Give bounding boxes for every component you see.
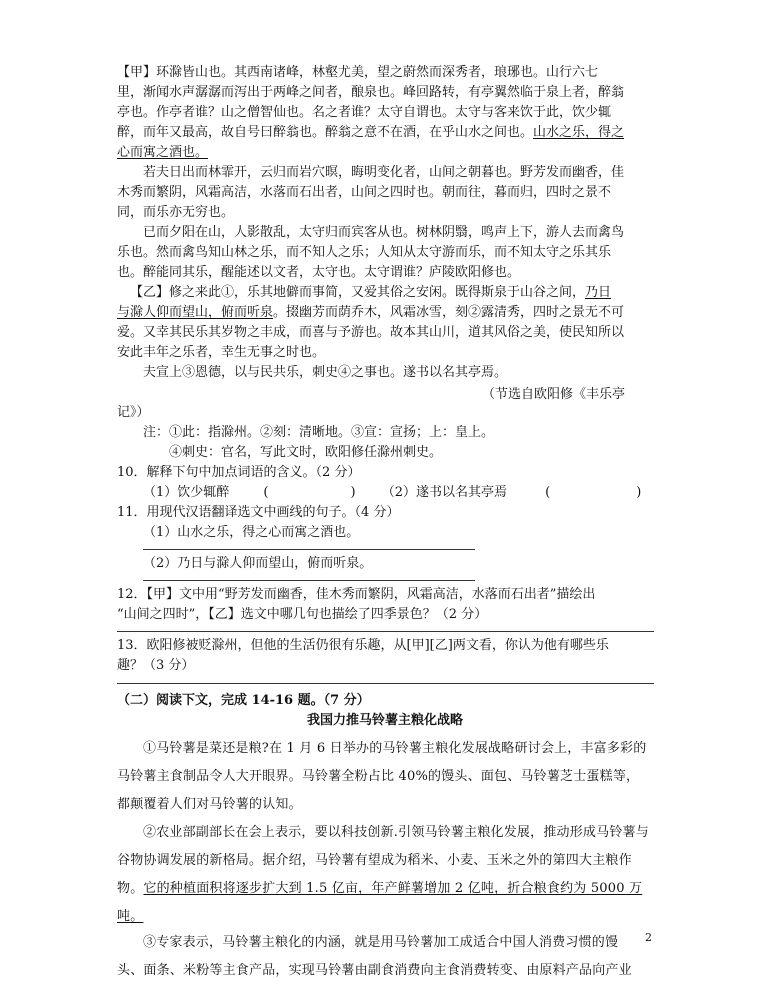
passage-a-line: 乐也。然而禽鸟知山林之乐，而不知人之乐；人知从太守游而乐，而不知太守之乐其乐: [117, 245, 612, 260]
q10-item-2: （2）遂书以名其亭焉: [381, 485, 507, 500]
passage-b-line: [117, 304, 657, 322]
page-number: 2: [645, 931, 652, 944]
text-span: 【乙】修之来此①，乐其地僻而事简，又爱其俗之安闲。既得斯泉于山谷之间，: [130, 285, 586, 300]
article-line: ③专家表示，马铃薯主粮化的内涵，就是用马铃薯加工成适合中国人消费习惯的馒: [143, 935, 619, 950]
passage-a-line: 已而夕阳在山，人影散乱，太守归而宾客从也。树林阴翳，鸣声上下，游人去而禽鸟: [143, 225, 625, 240]
answer-line[interactable]: [117, 631, 654, 632]
passage-a-line: 也。醉能同其乐，醒能述以文者，太守也。太守谓谁？庐陵欧阳修也。: [117, 265, 521, 280]
article-line: ①马铃薯是菜还是粮?在 1 月 6 日举办的马铃薯主粮化发展战略研讨会上，丰富多彩的: [143, 741, 647, 756]
text-span: 物。: [117, 881, 144, 896]
underlined-sentence: 与滁人仰而望山，俯而听泉: [117, 305, 274, 320]
underlined-sentence: 吨。: [117, 909, 144, 924]
question-10-items: [143, 484, 663, 502]
underlined-sentence: 心而寓之酒也。: [117, 145, 209, 160]
notes-line: 注：①此：指滁州。②刻：清晰地。③宣：宣扬；上：皇上。: [143, 425, 495, 440]
question-11-item-1: （1）山水之乐，得之心而寓之酒也。: [143, 525, 360, 540]
open-paren: (: [545, 485, 551, 500]
question-13: 趣？（3 分）: [117, 658, 195, 673]
section-heading: （二）阅读下文，完成 14-16 题。（7 分）: [117, 693, 370, 708]
answer-line[interactable]: [117, 683, 654, 684]
question-11: 11．用现代汉语翻译选文中画线的句子。（4 分）: [117, 505, 400, 520]
passage-b-line: [130, 284, 670, 302]
article-title: 我国力推马铃薯主粮化战略: [306, 713, 463, 728]
open-paren: (: [263, 485, 269, 500]
close-paren: ): [350, 485, 356, 500]
passage-a-line: 木秀而繁阴，风霜高洁，水落而石出者，山间之四时也。朝而往，暮而归，四时之景不: [117, 185, 612, 200]
passage-a-line: 若夫日出而林霏开，云归而岩穴暝，晦明变化者，山间之朝暮也。野芳发而幽香，佳: [143, 165, 625, 180]
passage-b-line: 安此丰年之乐者，幸生无事之时也。: [117, 345, 326, 360]
passage-a-line: [117, 124, 657, 142]
answer-line[interactable]: [143, 549, 475, 550]
question-11-item-2: （2）乃日与滁人仰而望山，俯而听泉。: [143, 556, 373, 571]
passage-b-line: 夫宣上③恩德，以与民共乐，刺史④之事也。遂书以名其亭焉。: [143, 365, 508, 380]
source-citation: （节选自欧阳修《丰乐亭: [482, 387, 626, 402]
answer-line[interactable]: [143, 580, 475, 581]
passage-a-line: 【甲】环滁皆山也。其西南诸峰，林壑尤美，望之蔚然而深秀者，琅琊也。山行六七: [117, 65, 599, 80]
passage-a-line: 同，而乐亦无穷也。: [117, 205, 235, 220]
q10-item-1: （1）饮少辄醉: [143, 485, 230, 500]
article-line: 头、面条、米粉等主食产品，实现马铃薯由副食消费向主食消费转变、由原料产品向产业: [117, 963, 632, 978]
underlined-sentence: 它的种植面积将逐步扩大到 1.5 亿亩，年产鲜薯增加 2 亿吨，折合粮食约为 5000 万: [143, 881, 643, 896]
text-span: 醉，而年又最高，故自号曰醉翁也。醉翁之意不在酒，在乎山水之间也。: [117, 125, 534, 140]
question-12: 12．【甲】文中用“野芳发而幽香，佳木秀而繁阴，风霜高洁，水落而石出者”描绘出: [117, 587, 596, 602]
article-line: 马铃薯主食制品令人大开眼界。马铃薯全粉占比 40%的馒头、面包、马铃薯芝士蛋糕等，: [117, 769, 640, 784]
underlined-sentence: 山水之乐，得之: [533, 125, 625, 140]
article-line: ②农业部副部长在会上表示，要以科技创新.引领马铃薯主粮化发展，推动形成马铃薯与: [143, 825, 649, 840]
passage-a-line: [117, 144, 657, 162]
source-citation: 记》）: [117, 405, 150, 420]
passage-a-line: 里，渐闻水声潺潺而泻出于两峰之间者，酿泉也。峰回路转，有亭翼然临于泉上者，醉翁: [117, 85, 625, 100]
article-line: [117, 908, 667, 926]
passage-b-line: 爱。又幸其民乐其岁物之丰成，而喜与予游也。故本其山川，道其风俗之美，使民知所以: [117, 325, 625, 340]
text-span: 。掇幽芳而荫乔木，风霜冰雪，刻②露清秀，四时之景无不可: [273, 305, 625, 320]
question-12: “山间之四时”，【乙】选文中哪几句也描绘了四季景色？（2 分）: [117, 607, 488, 622]
article-line: 谷物协调发展的新格局。据介绍，马铃薯有望成为稻米、小麦、玉米之外的第四大主粮作: [117, 853, 632, 868]
article-line: 都颠覆着人们对马铃薯的认知。: [117, 797, 302, 812]
underlined-sentence: 乃日: [585, 285, 612, 300]
passage-a-line: 亭也。作亭者谁？山之僧智仙也。名之者谁？太守自谓也。太守与客来饮于此，饮少辄: [117, 105, 612, 120]
article-line: [117, 880, 667, 898]
close-paren: ): [636, 485, 642, 500]
question-13: 13．欧阳修被贬滁州，但他的生活仍很有乐趣，从[甲][乙]两文看，你认为他有哪些乐: [117, 638, 609, 653]
notes-line: ④刺史：官名，写此文时，欧阳修任滁州刺史。: [169, 445, 443, 460]
question-10: 10．解释下句中加点词语的含义。（2 分）: [117, 465, 361, 480]
